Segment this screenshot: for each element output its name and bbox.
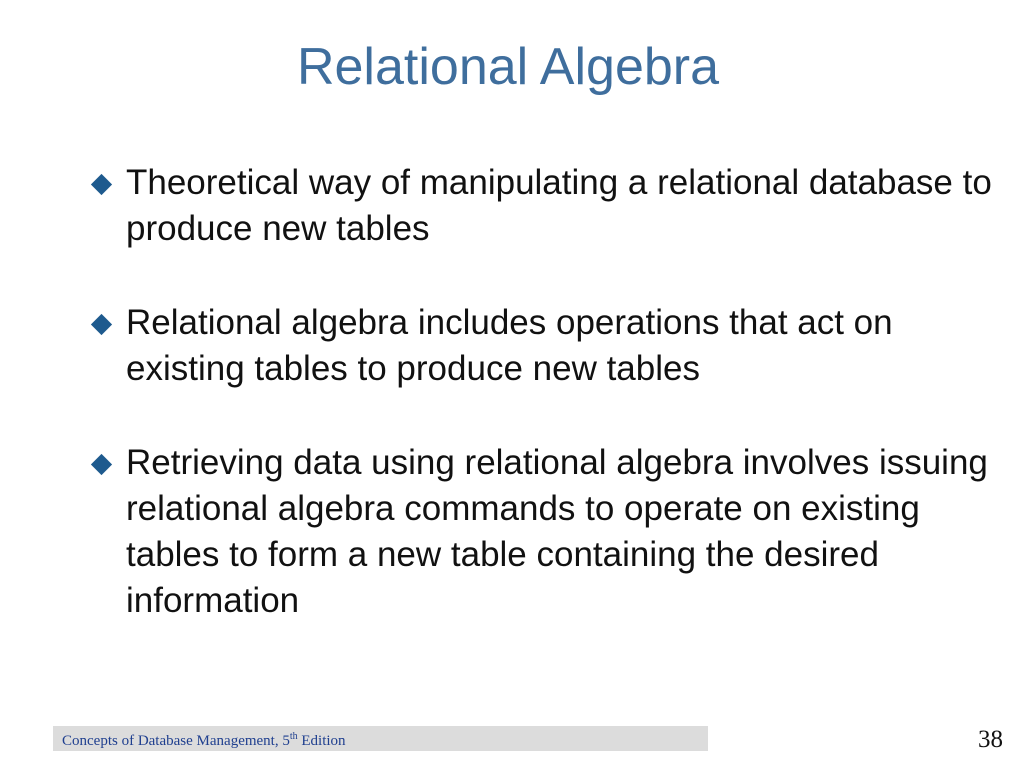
slide-title: Relational Algebra [296, 38, 720, 96]
diamond-bullet-icon [91, 314, 112, 335]
bullet-text: Theoretical way of manipulating a relational database to produce new tables [126, 163, 992, 248]
diamond-bullet-icon [91, 454, 112, 475]
diamond-bullet-icon [91, 174, 112, 195]
bullet-item [88, 440, 998, 624]
footer-text-edition: Edition [297, 733, 346, 749]
page-number: 38 [978, 726, 1003, 753]
footer-text-main: Concepts of Database Management, 5 [62, 733, 290, 749]
bullet-text: Relational algebra includes operations that act on existing tables to produce new tables [126, 303, 893, 388]
bullet-list [88, 160, 998, 672]
footer-bar [53, 726, 708, 751]
bullet-text: Retrieving data using relational algebra involves issuing relational algebra commands to operate on existing tables to form a new table containing the desired information [126, 443, 988, 620]
bullet-item [88, 300, 998, 392]
footer-text [62, 731, 346, 750]
footer-superscript: th [289, 731, 298, 742]
bullet-item [88, 160, 998, 252]
